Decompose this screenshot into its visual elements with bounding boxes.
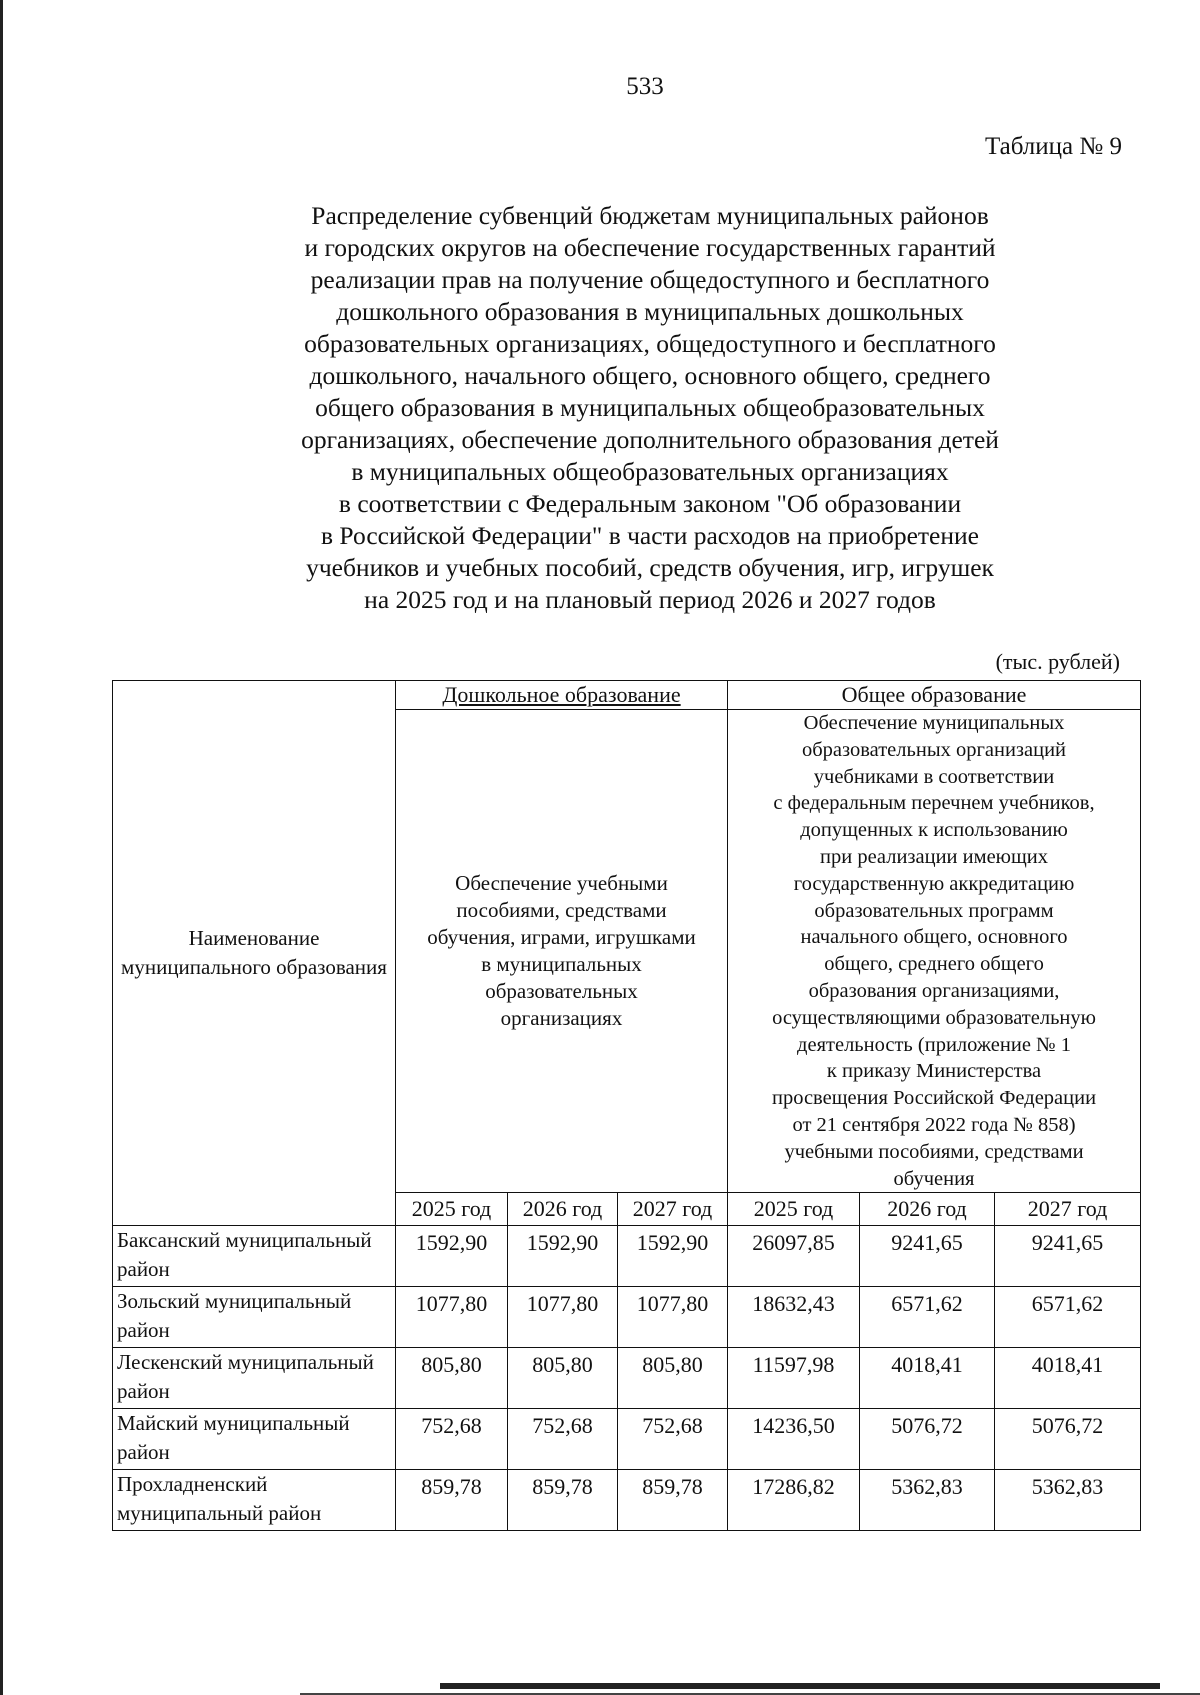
value-cell: 752,68 (618, 1409, 728, 1470)
value-cell: 1077,80 (618, 1287, 728, 1348)
municipality-name: Зольский муниципальный район (113, 1287, 396, 1348)
municipality-column-header: Наименование муниципального образования (113, 681, 396, 1226)
value-cell: 1077,80 (508, 1287, 618, 1348)
year-header: 2026 год (860, 1193, 995, 1226)
municipality-name: Майский муниципальный район (113, 1409, 396, 1470)
value-cell: 11597,98 (728, 1348, 860, 1409)
value-cell: 805,80 (396, 1348, 508, 1409)
year-header: 2025 год (396, 1193, 508, 1226)
value-cell: 26097,85 (728, 1226, 860, 1287)
value-cell: 5076,72 (995, 1409, 1141, 1470)
year-header: 2025 год (728, 1193, 860, 1226)
general-description: Обеспечение муниципальных образовательных организаций учебниками в соответствии с федеральным перечнем учебников, допущенных к использованию при реализации имеющих государственную аккредитацию образовательных программ начального общего, основного общего, среднего общего образования организациями, осуществляющими образовательную деятельность (приложение № 1 к приказу Министерства просвещения Российской Федерации от 21 сентября 2022 года № 858) учебными пособиями, средствами обучения (728, 710, 1141, 1193)
value-cell: 6571,62 (860, 1287, 995, 1348)
value-cell: 5076,72 (860, 1409, 995, 1470)
units-label: (тыс. рублей) (995, 649, 1120, 674)
value-cell: 5362,83 (995, 1470, 1141, 1531)
value-cell: 9241,65 (860, 1226, 995, 1287)
value-cell: 4018,41 (995, 1348, 1141, 1409)
table-row (113, 1348, 1141, 1409)
value-cell: 18632,43 (728, 1287, 860, 1348)
year-header: 2027 год (995, 1193, 1141, 1226)
municipality-name: Баксанский муниципальный район (113, 1226, 396, 1287)
general-group-header: Общее образование (728, 681, 1141, 710)
table-row (113, 1226, 1141, 1287)
value-cell: 752,68 (508, 1409, 618, 1470)
preschool-group-header (396, 681, 728, 710)
value-cell: 752,68 (396, 1409, 508, 1470)
value-cell: 1592,90 (396, 1226, 508, 1287)
value-cell: 6571,62 (995, 1287, 1141, 1348)
table-row (113, 1409, 1141, 1470)
value-cell: 4018,41 (860, 1348, 995, 1409)
value-cell: 859,78 (396, 1470, 508, 1531)
value-cell: 859,78 (508, 1470, 618, 1531)
scan-bottom-bar (440, 1683, 1160, 1689)
preschool-description: Обеспечение учебными пособиями, средствами обучения, играми, игрушками в муниципальных образовательных организациях (396, 710, 728, 1193)
table-label: Таблица № 9 (984, 133, 1122, 160)
value-cell: 9241,65 (995, 1226, 1141, 1287)
value-cell: 5362,83 (860, 1470, 995, 1531)
page-number: 533 (626, 73, 664, 100)
subsidy-table (112, 680, 1141, 1531)
preschool-group-label: Дошкольное образование (442, 682, 681, 707)
value-cell: 859,78 (618, 1470, 728, 1531)
value-cell: 17286,82 (728, 1470, 860, 1531)
value-cell: 1592,90 (618, 1226, 728, 1287)
municipality-name: Лескенский муниципальный район (113, 1348, 396, 1409)
municipality-name: Прохладненский муниципальный район (113, 1470, 396, 1531)
value-cell: 1592,90 (508, 1226, 618, 1287)
year-header: 2027 год (618, 1193, 728, 1226)
table-row (113, 1470, 1141, 1531)
table-row (113, 1287, 1141, 1348)
value-cell: 1077,80 (396, 1287, 508, 1348)
value-cell: 805,80 (618, 1348, 728, 1409)
value-cell: 805,80 (508, 1348, 618, 1409)
scan-left-edge (0, 0, 3, 1695)
value-cell: 14236,50 (728, 1409, 860, 1470)
year-header: 2026 год (508, 1193, 618, 1226)
document-title: Распределение субвенций бюджетам муниципальных районов и городских округов на обеспечение государственных гарантий реализации прав на получение общедоступного и бесплатного дошкольного образования в муниципальных дошкольных образовательных организациях, общедоступного и бесплатного дошкольного, начального общего, основного общего, среднего общего образования в муниципальных общеобразовательных организациях, обеспечение дополнительного образования детей в муниципальных общеобразовательных организациях в соответствии с Федеральным законом "Об образовании в Российской Федерации" в части расходов на приобретение учебников и учебных пособий, средств обучения, игр, игрушек на 2025 год и на плановый период 2026 и 2027 годов (301, 201, 999, 614)
